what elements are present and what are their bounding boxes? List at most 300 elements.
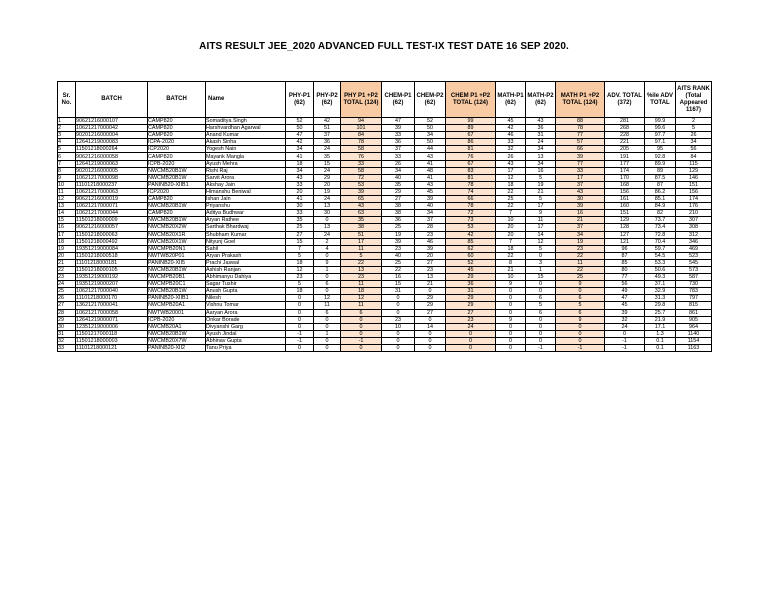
table-row	[58, 174, 712, 181]
chem-total-cell: 0	[446, 330, 496, 337]
table-row	[58, 231, 712, 238]
chem-p1-cell: 47	[382, 118, 415, 125]
adv-total-cell: 129	[605, 217, 645, 224]
sr-no-cell: 7	[58, 160, 76, 167]
percentile-cell: 97.1	[645, 139, 676, 146]
phy-p1-cell: -1	[286, 330, 314, 337]
math-total-cell: 25	[556, 274, 605, 281]
chem-p1-cell: 38	[382, 210, 415, 217]
chem-p2-cell: 0	[415, 288, 446, 295]
chem-total-cell: 73	[446, 217, 496, 224]
phy-p1-cell: 12	[286, 266, 314, 273]
math-p1-cell: 18	[496, 245, 526, 252]
header-percentile: %ile ADV TOTAL	[645, 82, 676, 118]
chem-total-cell: 23	[446, 316, 496, 323]
phy-p2-cell: 19	[314, 188, 341, 195]
math-total-cell: 30	[556, 196, 605, 203]
math-total-cell: 6	[556, 309, 605, 316]
batch-code-cell: 11101218000237	[76, 181, 148, 188]
batch-code-cell: 19351219000192	[76, 274, 148, 281]
chem-p2-cell: 39	[415, 196, 446, 203]
batch-cell: PANINB20-XII2	[148, 345, 206, 352]
adv-total-cell: 96	[605, 245, 645, 252]
phy-p1-cell: 47	[286, 132, 314, 139]
percentile-cell: 32.9	[645, 288, 676, 295]
header-chem-p2: CHEM-P2 (62)	[415, 82, 446, 118]
math-total-cell: 0	[556, 337, 605, 344]
phy-total-cell: 23	[341, 274, 382, 281]
phy-p1-cell: 0	[286, 302, 314, 309]
chem-p2-cell: 14	[415, 323, 446, 330]
phy-p2-cell: 20	[314, 181, 341, 188]
chem-p1-cell: 0	[382, 295, 415, 302]
batch-cell: NWCMB20B1W	[148, 217, 206, 224]
math-p2-cell: 6	[526, 309, 556, 316]
math-p2-cell: 34	[526, 146, 556, 153]
adv-total-cell: 49	[605, 288, 645, 295]
student-name-cell: Anand Kumar	[206, 132, 286, 139]
phy-p1-cell: 0	[286, 309, 314, 316]
chem-p2-cell: 21	[415, 281, 446, 288]
batch-cell: NWCMPB20A1	[148, 302, 206, 309]
phy-total-cell: 11	[341, 245, 382, 252]
sr-no-cell: 19	[58, 245, 76, 252]
phy-p2-cell: 42	[314, 118, 341, 125]
chem-p1-cell: 39	[382, 238, 415, 245]
math-total-cell: 0	[556, 323, 605, 330]
percentile-cell: 82	[645, 210, 676, 217]
chem-p1-cell: 22	[382, 266, 415, 273]
math-p1-cell: 7	[496, 238, 526, 245]
batch-code-cell: 11501218000003	[76, 337, 148, 344]
batch-code-cell: 11101218000170	[76, 295, 148, 302]
adv-total-cell: 56	[605, 281, 645, 288]
adv-total-cell: 177	[605, 160, 645, 167]
header-chem-p1: CHEM-P1 (62)	[382, 82, 415, 118]
aits-rank-cell: 964	[676, 323, 712, 330]
math-p2-cell: 1	[526, 266, 556, 273]
percentile-cell: 0.1	[645, 337, 676, 344]
batch-cell: CAMP820	[148, 153, 206, 160]
phy-p2-cell: 36	[314, 139, 341, 146]
phy-total-cell: 58	[341, 146, 382, 153]
aits-rank-cell: 573	[676, 266, 712, 273]
math-p1-cell: 10	[496, 217, 526, 224]
percentile-cell: 17.1	[645, 323, 676, 330]
student-name-cell: Prachi Jaswal	[206, 259, 286, 266]
aits-rank-cell: 587	[676, 274, 712, 281]
table-row	[58, 295, 712, 302]
phy-p1-cell: 7	[286, 245, 314, 252]
sr-no-cell: 17	[58, 231, 76, 238]
math-p2-cell: 36	[526, 125, 556, 132]
sr-no-cell: 8	[58, 167, 76, 174]
batch-cell: CAMP820	[148, 132, 206, 139]
phy-p1-cell: 0	[286, 295, 314, 302]
chem-p1-cell: 34	[382, 167, 415, 174]
aits-rank-cell: 783	[676, 288, 712, 295]
percentile-cell: 97.7	[645, 132, 676, 139]
adv-total-cell: 24	[605, 323, 645, 330]
math-p2-cell: 0	[526, 316, 556, 323]
batch-cell: NWCMPB20C1	[148, 281, 206, 288]
chem-total-cell: 83	[446, 167, 496, 174]
math-p1-cell: 20	[496, 224, 526, 231]
sr-no-cell: 2	[58, 125, 76, 132]
phy-p1-cell: 18	[286, 288, 314, 295]
chem-p2-cell: 52	[415, 118, 446, 125]
batch-code-cell: 12641219000071	[76, 316, 148, 323]
phy-total-cell: 65	[341, 196, 382, 203]
header-chem-total: CHEM P1 +P2 TOTAL (124)	[446, 82, 496, 118]
aits-rank-cell: 84	[676, 153, 712, 160]
chem-p1-cell: 16	[382, 274, 415, 281]
phy-total-cell: 13	[341, 266, 382, 273]
phy-p1-cell: 33	[286, 181, 314, 188]
math-p2-cell: 11	[526, 217, 556, 224]
math-p2-cell: 0	[526, 337, 556, 344]
math-total-cell: 39	[556, 153, 605, 160]
phy-p1-cell: 5	[286, 281, 314, 288]
percentile-cell: 92.8	[645, 153, 676, 160]
math-p1-cell: 0	[496, 309, 526, 316]
math-total-cell: 39	[556, 203, 605, 210]
header-row	[58, 82, 712, 118]
batch-code-cell: 90201216000004	[76, 132, 148, 139]
math-p2-cell: 12	[526, 238, 556, 245]
adv-total-cell: 281	[605, 118, 645, 125]
math-p2-cell: 21	[526, 188, 556, 195]
student-name-cell: Nilesh	[206, 295, 286, 302]
chem-p2-cell: 50	[415, 125, 446, 132]
table-row	[58, 118, 712, 125]
sr-no-cell: 14	[58, 210, 76, 217]
phy-p2-cell: 0	[314, 323, 341, 330]
math-p2-cell: 19	[526, 181, 556, 188]
header-batch: BATCH	[148, 82, 206, 118]
chem-p2-cell: 37	[415, 217, 446, 224]
aits-rank-cell: 469	[676, 245, 712, 252]
phy-p1-cell: 50	[286, 125, 314, 132]
chem-p2-cell: 29	[415, 295, 446, 302]
chem-p1-cell: 35	[382, 181, 415, 188]
adv-total-cell: 191	[605, 153, 645, 160]
math-p2-cell: 5	[526, 302, 556, 309]
table-row	[58, 217, 712, 224]
phy-p2-cell: 0	[314, 252, 341, 259]
math-p2-cell: 24	[526, 139, 556, 146]
math-total-cell: 37	[556, 224, 605, 231]
batch-code-cell: 11501218000105	[76, 266, 148, 273]
phy-total-cell: 22	[341, 259, 382, 266]
batch-code-cell: 10621217000042	[76, 125, 148, 132]
table-row	[58, 210, 712, 217]
batch-code-cell: 11501218000063	[76, 231, 148, 238]
math-p1-cell: 9	[496, 281, 526, 288]
table-row	[58, 266, 712, 273]
percentile-cell: 29.8	[645, 302, 676, 309]
math-p1-cell: 21	[496, 266, 526, 273]
math-p2-cell: 9	[526, 210, 556, 217]
batch-code-cell: 12351219000006	[76, 323, 148, 330]
phy-p1-cell: 18	[286, 160, 314, 167]
aits-rank-cell: 146	[676, 174, 712, 181]
batch-code-cell: 13621217000041	[76, 302, 148, 309]
math-p2-cell: 0	[526, 323, 556, 330]
math-p1-cell: 0	[496, 288, 526, 295]
chem-p1-cell: 36	[382, 217, 415, 224]
phy-total-cell: 5	[341, 252, 382, 259]
percentile-cell: 59.7	[645, 245, 676, 252]
chem-p2-cell: 23	[415, 266, 446, 273]
chem-total-cell: 52	[446, 259, 496, 266]
math-p2-cell: 0	[526, 252, 556, 259]
table-row	[58, 259, 712, 266]
batch-code-cell: 11501218000264	[76, 146, 148, 153]
math-p1-cell: 8	[496, 259, 526, 266]
phy-p2-cell: 24	[314, 146, 341, 153]
chem-p2-cell: 39	[415, 245, 446, 252]
phy-p1-cell: 34	[286, 146, 314, 153]
phy-p1-cell: 0	[286, 345, 314, 352]
percentile-cell: 89.9	[645, 160, 676, 167]
chem-total-cell: 24	[446, 323, 496, 330]
math-total-cell: 6	[556, 295, 605, 302]
sr-no-cell: 5	[58, 146, 76, 153]
student-name-cell: Himanshu Beniwal	[206, 188, 286, 195]
phy-p1-cell: 5	[286, 252, 314, 259]
phy-total-cell: 63	[341, 210, 382, 217]
math-p1-cell: 22	[496, 252, 526, 259]
math-p1-cell: 0	[496, 345, 526, 352]
batch-cell: PANINB20-XIIB1	[148, 181, 206, 188]
batch-cell: NWCMB20X2W	[148, 224, 206, 231]
math-total-cell: 78	[556, 125, 605, 132]
header-math-p1: MATH-P1 (62)	[496, 82, 526, 118]
sr-no-cell: 29	[58, 316, 76, 323]
batch-code-cell: 11501218000009	[76, 217, 148, 224]
math-total-cell: 43	[556, 188, 605, 195]
batch-cell: CAMP820	[148, 118, 206, 125]
batch-code-cell: 90621216000019	[76, 196, 148, 203]
math-p1-cell: 25	[496, 196, 526, 203]
chem-total-cell: 29	[446, 302, 496, 309]
phy-total-cell: 94	[341, 118, 382, 125]
chem-total-cell: 27	[446, 309, 496, 316]
header-aits-rank: AITS RANK (Total Appeared 1167)	[676, 82, 712, 118]
aits-rank-cell: 210	[676, 210, 712, 217]
math-p2-cell: 5	[526, 196, 556, 203]
percentile-cell: 87	[645, 181, 676, 188]
percentile-cell: 53.3	[645, 259, 676, 266]
percentile-cell: 86.2	[645, 188, 676, 195]
chem-total-cell: 62	[446, 245, 496, 252]
chem-p2-cell: 27	[415, 309, 446, 316]
table-row	[58, 125, 712, 132]
chem-total-cell: 31	[446, 288, 496, 295]
sr-no-cell: 21	[58, 259, 76, 266]
chem-total-cell: 81	[446, 174, 496, 181]
student-name-cell: Akshay Jain	[206, 181, 286, 188]
batch-code-cell: 90621216000107	[76, 118, 148, 125]
chem-p2-cell: 46	[415, 238, 446, 245]
chem-total-cell: 74	[446, 188, 496, 195]
chem-p2-cell: 20	[415, 252, 446, 259]
sr-no-cell: 3	[58, 132, 76, 139]
phy-total-cell: 12	[341, 295, 382, 302]
header-adv-total: ADV. TOTAL (372)	[605, 82, 645, 118]
adv-total-cell: 0	[605, 330, 645, 337]
aits-rank-cell: 815	[676, 302, 712, 309]
batch-code-cell: 11501218000492	[76, 238, 148, 245]
math-total-cell: 77	[556, 132, 605, 139]
phy-total-cell: 43	[341, 203, 382, 210]
math-p1-cell: 0	[496, 302, 526, 309]
header-sr-no: Sr. No.	[58, 82, 76, 118]
sr-no-cell: 31	[58, 330, 76, 337]
chem-p1-cell: 33	[382, 153, 415, 160]
chem-total-cell: 29	[446, 274, 496, 281]
math-p1-cell: 12	[496, 174, 526, 181]
math-p1-cell: 33	[496, 139, 526, 146]
phy-p2-cell: 1	[314, 330, 341, 337]
table-row	[58, 224, 712, 231]
sr-no-cell: 10	[58, 181, 76, 188]
sr-no-cell: 4	[58, 139, 76, 146]
table-row	[58, 330, 712, 337]
percentile-cell: 25.7	[645, 309, 676, 316]
chem-p1-cell: 15	[382, 281, 415, 288]
percentile-cell: 50.6	[645, 266, 676, 273]
phy-p2-cell: 13	[314, 224, 341, 231]
sr-no-cell: 12	[58, 196, 76, 203]
phy-p1-cell: 42	[286, 139, 314, 146]
chem-p1-cell: 31	[382, 288, 415, 295]
math-p2-cell: 15	[526, 274, 556, 281]
phy-total-cell: 0	[341, 316, 382, 323]
phy-total-cell: 78	[341, 139, 382, 146]
math-p2-cell: 31	[526, 132, 556, 139]
math-p1-cell: 9	[496, 316, 526, 323]
chem-p2-cell: 34	[415, 132, 446, 139]
aits-rank-cell: 905	[676, 316, 712, 323]
sr-no-cell: 16	[58, 224, 76, 231]
aits-rank-cell: 730	[676, 281, 712, 288]
percentile-cell: 72.8	[645, 231, 676, 238]
chem-total-cell: 89	[446, 125, 496, 132]
student-name-cell: Ishan Jain	[206, 196, 286, 203]
table-row	[58, 345, 712, 352]
header-name: Name	[206, 82, 286, 118]
math-total-cell: 34	[556, 231, 605, 238]
sr-no-cell: 25	[58, 288, 76, 295]
batch-cell: PANINB20-XII5	[148, 259, 206, 266]
header-phy-total: PHY P1 +P2 TOTAL (124)	[341, 82, 382, 118]
phy-p1-cell: 0	[286, 323, 314, 330]
adv-total-cell: 160	[605, 203, 645, 210]
chem-total-cell: 99	[446, 118, 496, 125]
phy-p2-cell: 2	[314, 238, 341, 245]
student-name-cell: Abhimanyu Dahiya	[206, 274, 286, 281]
student-name-cell: Ashish Ranjan	[206, 266, 286, 273]
percentile-cell: 99.6	[645, 125, 676, 132]
chem-p1-cell: 23	[382, 245, 415, 252]
batch-code-cell: 12641219000083	[76, 139, 148, 146]
student-name-cell: Priyanshu	[206, 203, 286, 210]
chem-p2-cell: 34	[415, 210, 446, 217]
chem-p2-cell: 0	[415, 330, 446, 337]
student-name-cell: Somaditya Singh	[206, 118, 286, 125]
aits-rank-cell: 2	[676, 118, 712, 125]
chem-total-cell: 29	[446, 295, 496, 302]
adv-total-cell: 80	[605, 266, 645, 273]
adv-total-cell: 268	[605, 125, 645, 132]
aits-rank-cell: 5	[676, 125, 712, 132]
phy-p2-cell: 15	[314, 160, 341, 167]
chem-p1-cell: 39	[382, 125, 415, 132]
phy-total-cell: 76	[341, 153, 382, 160]
phy-total-cell: 11	[341, 302, 382, 309]
aits-rank-cell: 151	[676, 181, 712, 188]
sr-no-cell: 28	[58, 309, 76, 316]
math-total-cell: 37	[556, 181, 605, 188]
chem-p2-cell: 29	[415, 302, 446, 309]
student-name-cell: Aryan Rathee	[206, 217, 286, 224]
batch-cell: NWCMB20X7W	[148, 337, 206, 344]
chem-total-cell: 0	[446, 337, 496, 344]
phy-p2-cell: 29	[314, 174, 341, 181]
adv-total-cell: 170	[605, 174, 645, 181]
student-name-cell: Sagar Tushir	[206, 281, 286, 288]
batch-cell: PANINB20-XIIB1	[148, 295, 206, 302]
batch-cell: NWCMB20B1W	[148, 203, 206, 210]
math-total-cell: 77	[556, 160, 605, 167]
percentile-cell: 89	[645, 167, 676, 174]
batch-cell: NWCMB20B1W	[148, 288, 206, 295]
math-p2-cell: 3	[526, 259, 556, 266]
math-total-cell: 22	[556, 266, 605, 273]
student-name-cell: Aryan Prakash	[206, 252, 286, 259]
aits-rank-cell: 1163	[676, 345, 712, 352]
batch-code-cell: 12641219000063	[76, 160, 148, 167]
chem-p2-cell: 43	[415, 181, 446, 188]
chem-p1-cell: 27	[382, 196, 415, 203]
table-row	[58, 203, 712, 210]
math-p1-cell: 0	[496, 295, 526, 302]
table-row	[58, 132, 712, 139]
student-name-cell: Mayank Mangla	[206, 153, 286, 160]
aits-rank-cell: 346	[676, 238, 712, 245]
phy-p2-cell: 4	[314, 245, 341, 252]
student-name-cell: Rishi Raj	[206, 167, 286, 174]
batch-code-cell: 90621216000058	[76, 153, 148, 160]
phy-p1-cell: 25	[286, 224, 314, 231]
phy-total-cell: 0	[341, 323, 382, 330]
chem-total-cell: 81	[446, 146, 496, 153]
phy-p2-cell: 0	[314, 217, 341, 224]
chem-total-cell: 53	[446, 224, 496, 231]
percentile-cell: 85.1	[645, 196, 676, 203]
math-p2-cell: 34	[526, 160, 556, 167]
batch-code-cell: 11501218000518	[76, 252, 148, 259]
adv-total-cell: 32	[605, 316, 645, 323]
chem-p1-cell: 40	[382, 174, 415, 181]
batch-code-cell: 19351219000084	[76, 245, 148, 252]
chem-p2-cell: 43	[415, 153, 446, 160]
phy-p2-cell: 37	[314, 132, 341, 139]
math-total-cell: 33	[556, 167, 605, 174]
math-total-cell: 0	[556, 330, 605, 337]
